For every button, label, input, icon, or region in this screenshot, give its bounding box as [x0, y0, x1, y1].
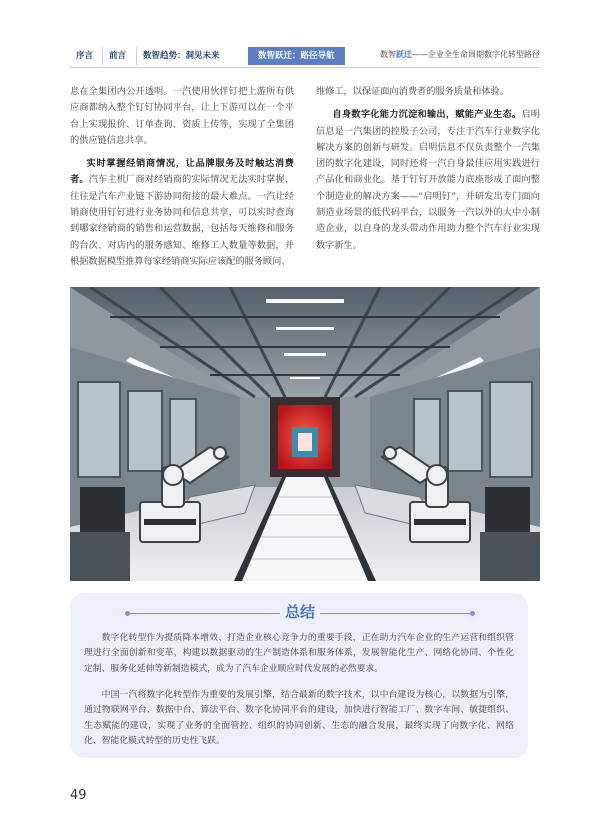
paragraph: 息在全集团内公开透明。一汽使用伙伴钉把上游所有供应商都纳入整个钉钉协同平台，让上下游可以在一个平台上实现报价、订单查询、资质上传等，实现了全集团的供应链信息共享。 [70, 86, 294, 146]
paragraph [316, 107, 540, 254]
summary-paragraph-2 [84, 688, 514, 750]
right-column [316, 84, 540, 254]
paragraph-body: 启明信息是一汽集团的控股子公司，专注于汽车行业数字化解决方案的创新与研发。启明信息不仅负责整个一汽集团的数字化建设，同时还将一汽自身最佳应用实践进行产品化和商业化。基于钉钉开放能力底座形成了面向整个制造业的解决方案——“启明钉”，并研发出专门面向制造业场景的低代码平台，以服务一汽以外的大中小制造企业，以自身的龙头带动作用助力整个汽车行业实现数字新生。 [316, 109, 541, 251]
page-header [70, 45, 540, 68]
tab-path-navigation[interactable]: 数智跃迁：路径导航 [248, 47, 345, 65]
paragraph-body: 汽车主机厂商对经销商的实际情况无法实时掌握，往往是汽车产业链下游协同衔接的最大难点。一汽让经销商使用钉钉进行业务协同和信息共享，可以实时查询到哪家经销商的销售和运营数据，包括每天维修和服务的台次、对店内的服务感知、维修工人数量等数据，并根据数据模型推算每家经销商实际应该配的服务顾问、 [70, 174, 295, 267]
summary-paragraph-1 [84, 631, 514, 677]
paragraph-lead: 实时掌握经销商情况，让品牌服务及时触达消费者。 [70, 158, 294, 186]
summary-box [70, 593, 528, 758]
paragraph [70, 156, 294, 270]
tab-preface[interactable]: 序言 [76, 51, 94, 61]
decor-line [130, 613, 280, 614]
robotic-assembly-line-image [70, 287, 540, 581]
tab-trends[interactable]: 数智趋势：洞见未来 [136, 47, 226, 65]
tab-foreword[interactable]: 前言 [102, 47, 132, 65]
left-column [70, 84, 294, 270]
summary-heading [70, 601, 528, 625]
page-number: 49 [70, 788, 87, 803]
factory-photo [70, 287, 540, 581]
paragraph-lead: 自身数字化能力沉淀和输出，赋能产业生态。 [332, 109, 522, 121]
decor-line [320, 613, 470, 614]
decor-dot [470, 611, 475, 616]
paragraph: 中国一汽将数字化转型作为重要的发展引擎，结合最新的数字技术，以中台建设为核心，以数据为引擎，通过物联网平台、数据中台、算法平台、数字化协同平台的建设，加快进行智能工厂、数字车间、敏捷组织、生态赋能的建设，实现了业务的全面管控、组织的协同创新、生态的融合发展，最终实现了向数字化、网络化、智能化模式转型的历史性飞跃。 [84, 690, 514, 747]
summary-title: 总结 [284, 603, 315, 621]
paragraph: 数字化转型作为提质降本增效、打造企业核心竞争力的重要手段，正在助力汽车企业的生产运营和组织管理进行全面创新和变革，构建以数据驱动的生产制造体系和服务体系，发展智能化生产、网络化协同、个性化定制、服务化延伸等新制造模式，成为了汽车企业顺应时代发展的必然要求。 [84, 633, 514, 674]
paragraph: 维修工，以保证面向消费者的服务质量和体验。 [316, 86, 509, 97]
series-title: 数智跃迁——企业全生命周期数字化转型路径 [380, 50, 540, 59]
